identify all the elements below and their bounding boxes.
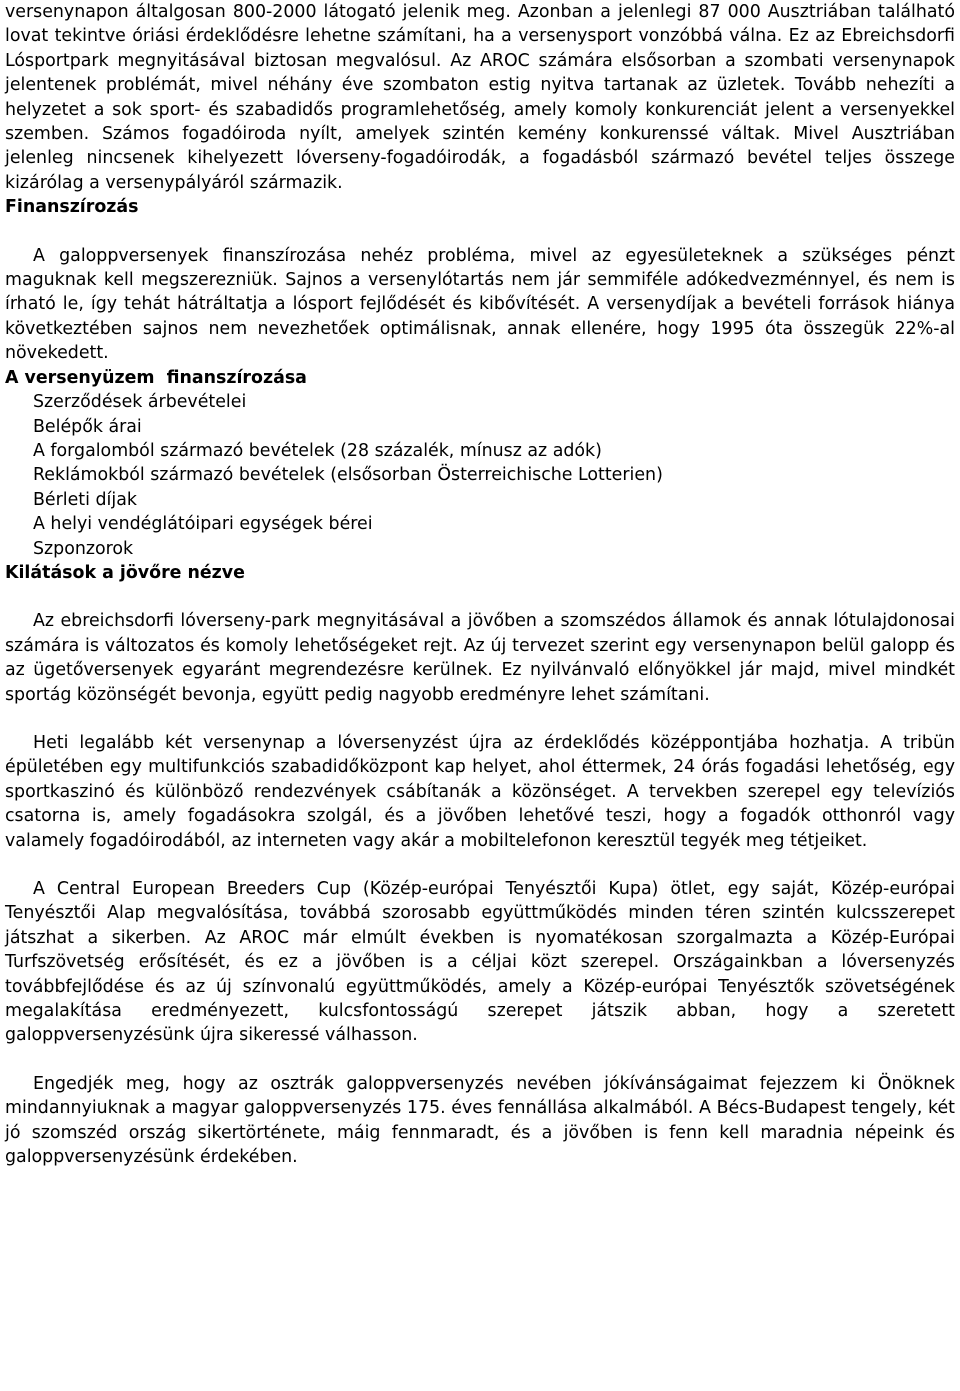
revenue-list bbox=[5, 390, 955, 561]
document-page bbox=[5, 0, 955, 1169]
list-item: A helyi vendéglátóipari egységek bérei bbox=[33, 514, 373, 535]
list-item: Reklámokból származó bevételek (elsősorban Österreichische Lotterien) bbox=[33, 465, 663, 486]
heading-versenyuzem-finanszirozasa: A versenyüzem finanszírozása bbox=[5, 367, 307, 388]
heading-kilatasok: Kilátások a jövőre nézve bbox=[5, 562, 245, 583]
outlook-paragraph-4: Engedjék meg, hogy az osztrák galoppversenyzés nevében jókívánságaimat fejezzem ki Önöknek mindannyiuknak a magyar galoppversenyzés 175. éves fennállása alkalmából. A Bécs-Budapest tengely, két jó szomszéd ország sikertörténete, máig fennmaradt, és a jövőben is fenn kell maradnia népeink és galoppversenyzésünk érdekében. bbox=[5, 1073, 955, 1168]
heading-finanszirozas: Finanszírozás bbox=[5, 197, 139, 218]
list-item: Szerződések árbevételei bbox=[33, 392, 247, 413]
list-item: Szponzorok bbox=[33, 538, 134, 559]
finance-paragraph: A galoppversenyek finanszírozása nehéz probléma, mivel az egyesületeknek a szükséges pénzt maguknak kell megszerezniük. Sajnos a versenylótartás nem jár semmiféle adókedvezménnyel, és nem is írható le, így tehát hátráltatja a lósport fejlődését és kibővítését. A versenydíjak a bevételi források hiánya következtében sajnos nem nevezhetőek optimálisnak, annak ellenére, hogy 1995 óta összegük 22%-al növekedett. bbox=[5, 245, 955, 364]
list-item: Belépők árai bbox=[33, 416, 142, 437]
list-item: A forgalomból származó bevételek (28 százalék, mínusz az adók) bbox=[33, 440, 602, 461]
intro-paragraph: versenynapon általgosan 800-2000 látogató jelenik meg. Azonban a jelenlegi 87 000 Ausztriában található lovat tekintve óriási érdeklődésre lehetne számítani, ha a versenysport vonzóbbá válna. Ez az Ebreichsdorfi Lósportpark megnyitásával biztosan megvalósul. Az AROC számára elsősorban a szombati versenynapok jelentenek problémát, mivel néhány éve szombaton estig nyitva tartanak az üzletek. Tovább nehezíti a helyzetet a sok sport- és szabadidős programlehetőség, amely komoly konkurenciát jelent a versenyekkel szemben. Számos fogadóiroda nyílt, amelyek szintén kemény konkurenssé váltak. Mivel Ausztriában jelenleg nincsenek kihelyezett lóverseny-fogadóirodák, a fogadásból származó bevétel teljes összege kizárólag a versenypályáról származik. bbox=[5, 2, 955, 193]
outlook-paragraph-3: A Central European Breeders Cup (Közép-európai Tenyésztői Kupa) ötlet, egy saját, Közép-európai Tenyésztői Alap megvalósítása, továbbá szorosabb együttműködés minden téren szintén kulcsszerepet játszhat a sikerben. Az AROC már elmúlt években is nyomatékosan szorgalmazta a Közép-Európai Turfszövetség erősítését, és ez a jövőben is a céljai közt szerepel. Országainkban a lóversenyzés továbbfejlődése és az új színvonalú együttműködés, amely a Közép-európai Tenyésztők szövetségének megalakítása eredményezett, kulcsfontosságú szerepet játszik abban, hogy a szeretett galoppversenyzésünk újra sikeressé válhasson. bbox=[5, 879, 955, 1046]
outlook-paragraph-1: Az ebreichsdorfi lóverseny-park megnyitásával a jövőben a szomszédos államok és annak lótulajdonosai számára is változatos és komoly lehetőségeket rejt. Az új tervezet szerint egy versenynapon belül galopp és az ügetőversenyek egyaránt megrendezésre kerülnek. Ez nyilvánvaló előnyökkel jár majd, mivel mindkét sportág közönségét bevonja, együtt pedig nagyobb eredményre lehet számítani. bbox=[5, 611, 955, 705]
outlook-paragraph-2: Heti legalább két versenynap a lóversenyzést újra az érdeklődés középpontjába hozhatja. A tribün épületében egy multifunkciós szabadidőközpont kap helyet, ahol éttermek, 24 órás fogadási lehetőség, egy sportkaszinó és különböző rendezvények csábítanák a közönséget. A tervekben szerepel egy televíziós csatorna is, amely fogadásokra szolgál, és a jövőben lehetővé teszi, hogy a fogadók otthonról vagy valamely fogadóirodából, az interneten vagy akár a mobiltelefonon keresztül tegyék meg tétjeiket. bbox=[5, 732, 955, 851]
list-item: Bérleti díjak bbox=[33, 489, 137, 510]
